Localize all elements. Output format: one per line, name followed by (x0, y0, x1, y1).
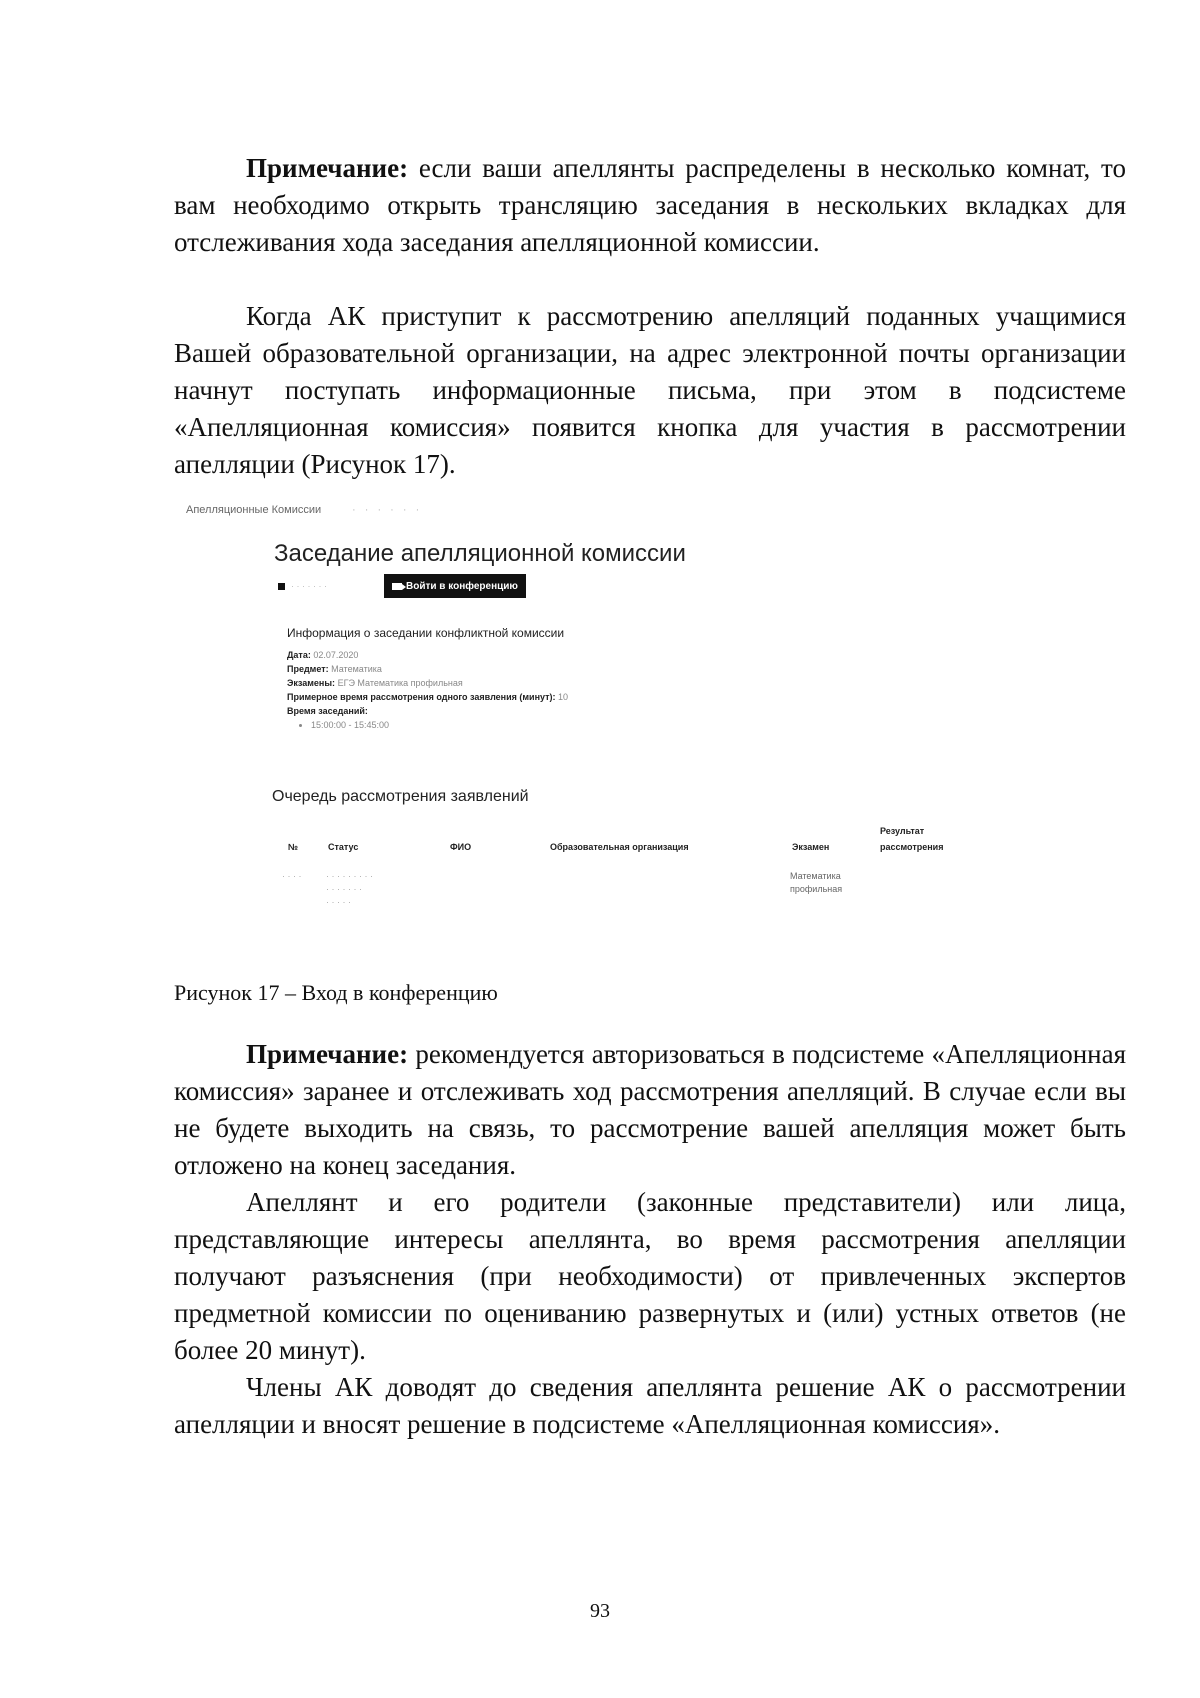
note-paragraph-2 (174, 1036, 1126, 1184)
column-exam: Экзамен (792, 842, 830, 852)
row-num-blurred: · · · · (282, 871, 302, 881)
subject-value: Математика (331, 664, 382, 674)
figure-screenshot (182, 500, 1082, 930)
info-exams (287, 676, 568, 690)
join-conference-label: Войти в конференцию (406, 580, 518, 592)
info-date (287, 648, 568, 662)
date-label: Дата: (287, 650, 311, 660)
figure-caption: Рисунок 17 – Вход в конференцию (174, 980, 498, 1005)
column-org: Образовательная организация (550, 842, 689, 852)
sessions-label: Время заседаний: (287, 706, 368, 716)
row-status-blurred: · · · · · · · · · · · · · · · · · · · · · (326, 871, 373, 907)
column-result-line-2: рассмотрения (880, 842, 944, 852)
video-camera-icon (392, 583, 402, 590)
join-conference-button[interactable] (384, 574, 526, 598)
info-title: Информация о заседании конфликтной комиссии (287, 626, 565, 640)
info-review-time (287, 690, 568, 704)
blurred-button[interactable]: · · · · · · · (278, 576, 378, 596)
page-title (274, 540, 686, 568)
paragraph-text-2: Апеллянт и его родители (законные представители) или лица, представляющие интересы апеллянта, во время рассмотрения апелляции получают разъяснения (при необходимости) от привлеченных экспертов предметной комиссии по оцениванию развернутых и (или) устных ответов (не более 20 минут). (174, 1187, 1126, 1365)
column-num: № (288, 842, 299, 852)
breadcrumb-blurred: · · · · · · (352, 504, 423, 516)
row-exam-line-2: профильная (790, 884, 843, 894)
exams-label: Экзамены: (287, 678, 336, 688)
body-paragraph-3 (174, 1369, 1126, 1443)
row-exam (790, 870, 842, 896)
session-list (287, 718, 568, 732)
note-text: если ваши апеллянты распределены в несколько комнат, то вам необходимо открыть трансляцию заседания в нескольких вкладках для отслеживания хода заседания апелляционной комиссии. (174, 153, 1126, 257)
exams-value: ЕГЭ Математика профильная (337, 678, 463, 688)
row-exam-line-1: Математика (790, 871, 841, 881)
review-time-label: Примерное время рассмотрения одного заявления (минут): (287, 692, 556, 702)
column-result-line-1: Результат (880, 826, 925, 836)
note-label: Примечание: (246, 153, 409, 183)
page-number: 93 (590, 1600, 610, 1622)
body-paragraph-1 (174, 298, 1126, 483)
note-label-2: Примечание: (246, 1039, 409, 1069)
camera-icon (278, 583, 285, 590)
paragraph-text: Когда АК приступит к рассмотрению апелляций поданных учащимися Вашей образовательной организации, на адрес электронной почты организации начнут поступать информационные письма, при этом в подсистеме «Апелляционная комиссия» появится кнопка для участия в рассмотрении апелляции (Рисунок 17). (174, 301, 1126, 479)
info-sessions (287, 704, 568, 718)
toolbar (278, 574, 526, 598)
queue-title: Очередь рассмотрения заявлений (272, 788, 529, 805)
column-fio: ФИО (450, 842, 472, 852)
session-info (287, 626, 568, 732)
column-status: Статус (328, 842, 359, 852)
session-time: • 15:00:00 - 15:45:00 (311, 718, 568, 732)
page-title-text: Заседание апелляционной комиссии (274, 540, 686, 567)
date-value: 02.07.2020 (313, 650, 359, 660)
note-text-2: рекомендуется авторизоваться в подсистеме «Апелляционная комиссия» заранее и отслеживать ход рассмотрения апелляций. В случае если вы не будете выходить на связь, то рассмотрение вашей апелляция может быть отложено на конец заседания. (174, 1039, 1126, 1180)
body-paragraph-2 (174, 1184, 1126, 1369)
note-paragraph-1 (174, 150, 1126, 261)
subject-label: Предмет: (287, 664, 329, 674)
info-subject (287, 662, 568, 676)
paragraph-text-3: Члены АК доводят до сведения апеллянта решение АК о рассмотрении апелляции и вносят решение в подсистеме «Апелляционная комиссия». (174, 1372, 1126, 1439)
review-time-value: 10 (558, 692, 569, 702)
breadcrumb[interactable]: Апелляционные Комиссии (186, 504, 322, 516)
